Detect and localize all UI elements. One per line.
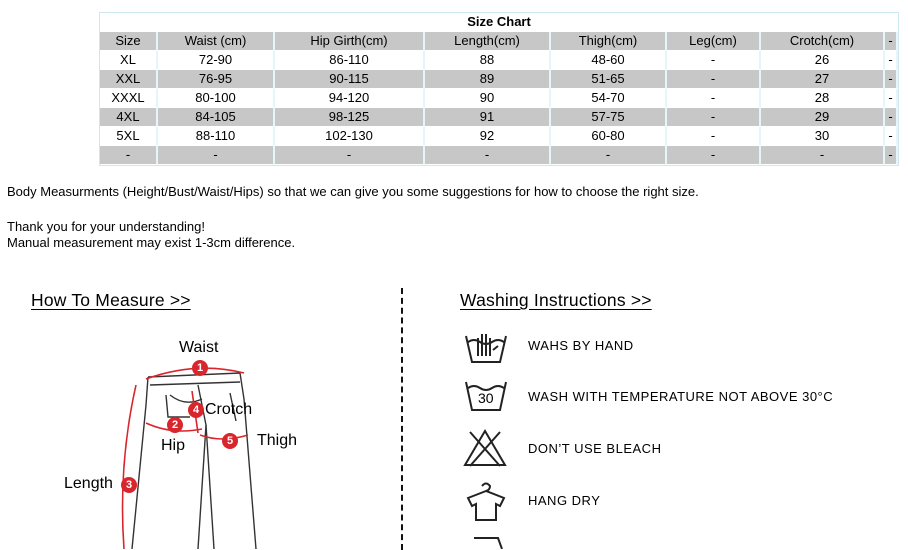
no-bleach-icon — [462, 428, 508, 468]
table-cell: 28 — [761, 89, 885, 108]
size-chart-title: Size Chart — [100, 13, 898, 32]
table-cell: XXXL — [100, 89, 158, 108]
table-cell: 30 — [761, 127, 885, 146]
table-cell: 29 — [761, 108, 885, 127]
table-cell: - — [667, 51, 761, 70]
waist-label: Waist — [179, 339, 219, 356]
table-cell: - — [885, 146, 898, 165]
wash-label: DON’T USE BLEACH — [528, 441, 662, 456]
table-cell: - — [761, 146, 885, 165]
table-cell: - — [667, 108, 761, 127]
header-cell: Hip Girth(cm) — [275, 32, 425, 51]
wash-label: WAHS BY HAND — [528, 338, 634, 353]
measure-number-badge: 5 — [222, 433, 238, 449]
header-cell: Crotch(cm) — [761, 32, 885, 51]
table-row — [100, 89, 898, 108]
body-measurement-note: Body Measurments (Height/Bust/Waist/Hips) so that we can give you some suggestions for how to choose the right size. — [7, 184, 699, 199]
table-cell: XL — [100, 51, 158, 70]
table-cell: 57-75 — [551, 108, 667, 127]
hip-label: Hip — [161, 437, 186, 454]
table-cell: 54-70 — [551, 89, 667, 108]
table-row — [100, 127, 898, 146]
table-cell: - — [885, 70, 898, 89]
hand-wash-icon — [462, 326, 510, 366]
measure-number-badge: 2 — [167, 417, 183, 433]
table-cell: 94-120 — [275, 89, 425, 108]
table-cell: - — [425, 146, 551, 165]
table-row — [100, 51, 898, 70]
table-cell: 26 — [761, 51, 885, 70]
table-cell: 5XL — [100, 127, 158, 146]
table-cell: 98-125 — [275, 108, 425, 127]
table-cell: 84-105 — [158, 108, 275, 127]
wash-label: HANG DRY — [528, 493, 601, 508]
measure-number-badge: 1 — [192, 360, 208, 376]
table-cell: - — [667, 146, 761, 165]
table-header-row — [100, 32, 898, 51]
header-cell: Length(cm) — [425, 32, 551, 51]
table-cell: - — [100, 146, 158, 165]
table-cell: - — [275, 146, 425, 165]
table-cell: - — [667, 70, 761, 89]
pants-diagram-icon — [110, 355, 320, 549]
table-cell: - — [667, 89, 761, 108]
table-cell: 72-90 — [158, 51, 275, 70]
table-cell: 86-110 — [275, 51, 425, 70]
length-label: Length — [64, 475, 113, 492]
measure-number-badge: 3 — [121, 477, 137, 493]
table-cell: 4XL — [100, 108, 158, 127]
table-cell: 80-100 — [158, 89, 275, 108]
table-cell: 89 — [425, 70, 551, 89]
table-cell: - — [885, 51, 898, 70]
table-cell: - — [551, 146, 667, 165]
header-cell: Size — [100, 32, 158, 51]
table-cell: 92 — [425, 127, 551, 146]
table-cell: 60-80 — [551, 127, 667, 146]
table-row — [100, 108, 898, 127]
header-cell: Waist (cm) — [158, 32, 275, 51]
iron-icon — [462, 536, 510, 549]
table-cell: 48-60 — [551, 51, 667, 70]
header-cell: - — [885, 32, 898, 51]
table-cell: 27 — [761, 70, 885, 89]
table-cell: - — [885, 127, 898, 146]
table-cell: 90-115 — [275, 70, 425, 89]
wash-label: WASH WITH TEMPERATURE NOT ABOVE 30°C — [528, 389, 834, 404]
washing-instructions-title: Washing Instructions >> — [460, 290, 652, 310]
how-to-measure-title: How To Measure >> — [31, 290, 191, 310]
table-cell: 88-110 — [158, 127, 275, 146]
section-divider — [401, 288, 403, 550]
table-cell: - — [885, 108, 898, 127]
header-cell: Leg(cm) — [667, 32, 761, 51]
thanks-note: Thank you for your understanding! — [7, 219, 206, 234]
table-cell: - — [885, 89, 898, 108]
table-cell: 102-130 — [275, 127, 425, 146]
table-cell: 90 — [425, 89, 551, 108]
crotch-label: Crotch — [205, 401, 253, 418]
header-cell: Thigh(cm) — [551, 32, 667, 51]
thigh-label: Thigh — [257, 432, 298, 449]
table-cell: - — [158, 146, 275, 165]
hang-dry-icon — [462, 480, 510, 522]
wash-temp-text: 30 — [478, 390, 494, 406]
table-cell: 51-65 — [551, 70, 667, 89]
table-cell: XXL — [100, 70, 158, 89]
table-cell: 91 — [425, 108, 551, 127]
table-cell: 88 — [425, 51, 551, 70]
size-chart-table — [99, 12, 899, 166]
table-row — [100, 146, 898, 165]
table-cell: - — [667, 127, 761, 146]
measure-number-badge: 4 — [188, 402, 204, 418]
manual-measurement-note: Manual measurement may exist 1-3cm difference. — [7, 235, 296, 250]
table-cell: 76-95 — [158, 70, 275, 89]
table-row — [100, 70, 898, 89]
